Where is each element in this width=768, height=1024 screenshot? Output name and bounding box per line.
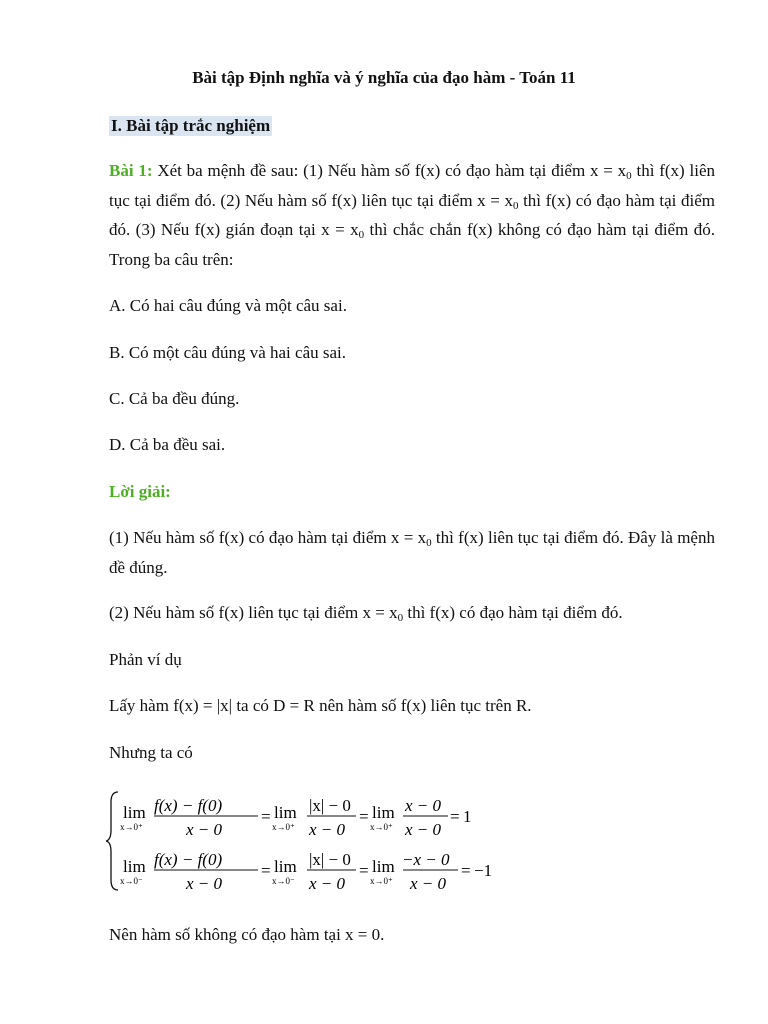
lim-text: lim (372, 857, 395, 876)
equals: = (261, 861, 271, 880)
result-right: 1 (463, 807, 472, 826)
lim-subscript-left: x→0⁻ (272, 876, 295, 886)
lim-subscript-right: x→0⁺ (272, 822, 295, 832)
option-c: C. Cả ba đều đúng. (109, 389, 240, 408)
solution-step-1-text-end: thì f(x) liên tục tại điểm đó. Đây là mệnh đề đúng. (109, 528, 715, 577)
subscript: 0 (426, 537, 432, 549)
equals: = (359, 861, 369, 880)
subscript: 0 (358, 229, 365, 241)
page-title: Bài tập Định nghĩa và ý nghĩa của đạo hàm - Toán 11 (192, 68, 576, 87)
option-d: D. Cả ba đều sai. (109, 435, 226, 454)
numerator: −x − 0 (402, 850, 450, 869)
solution-step-1-text: (1) Nếu hàm số f(x) có đạo hàm tại điểm x = x (109, 528, 427, 547)
solution-label: Lời giải: (109, 482, 171, 501)
subscript: 0 (397, 612, 404, 624)
solution-step-1 (109, 523, 715, 582)
question-paragraph (109, 156, 715, 274)
limit-formula (106, 786, 526, 896)
question-text-4: thì chắc chắn f(x) không có đạo hàm tại điểm đó. Trong ba câu trên: (109, 220, 716, 269)
equals: = (450, 807, 460, 826)
equals: = (461, 861, 471, 880)
but-we-have: Nhưng ta có (109, 743, 193, 762)
denominator: x − 0 (405, 820, 442, 839)
question-text-2: thì f(x) liên tục tại điểm đó. (2) Nếu hàm số f(x) liên tục tại điểm x = x (109, 161, 715, 210)
denominator: x − 0 (186, 820, 223, 839)
conclusion-text: Nên hàm số không có đạo hàm tại x = 0. (109, 925, 385, 944)
lim-text: lim (123, 857, 146, 876)
subscript: 0 (626, 170, 632, 182)
solution-step-2 (109, 603, 623, 623)
lim-text: lim (372, 803, 395, 822)
option-a: A. Có hai câu đúng và một câu sai. (109, 296, 347, 315)
counterexample-label: Phản ví dụ (109, 650, 182, 669)
equals: = (359, 807, 369, 826)
question-text-3: thì f(x) có đạo hàm tại điểm đó. (3) Nếu f(x) gián đoạn tại x = x (109, 190, 715, 239)
lim-text: lim (274, 803, 297, 822)
numerator: f(x) − f(0) (154, 796, 223, 815)
denominator: x − 0 (410, 874, 447, 893)
numerator: f(x) − f(0) (154, 850, 223, 869)
denominator: x − 0 (309, 874, 346, 893)
brace-icon (106, 792, 118, 890)
numerator: |x| − 0 (309, 850, 351, 869)
solution-step-2-text-end: thì f(x) có đạo hàm tại điểm đó. (403, 603, 623, 622)
question-text-1: Xét ba mệnh đề sau: (1) Nếu hàm số f(x) có đạo hàm tại điểm x = x (152, 161, 627, 180)
lim-subscript-right: x→0⁺ (370, 876, 393, 886)
option-b: B. Có một câu đúng và hai câu sai. (109, 343, 347, 362)
lim-subscript-right: x→0⁺ (120, 822, 143, 832)
denominator: x − 0 (186, 874, 223, 893)
question-label: Bài 1: (109, 161, 153, 180)
equals: = (261, 807, 271, 826)
solution-step-2-text: (2) Nếu hàm số f(x) liên tục tại điểm x = x (109, 603, 398, 622)
denominator: x − 0 (309, 820, 346, 839)
lim-subscript-left: x→0⁻ (120, 876, 143, 886)
lim-text: lim (274, 857, 297, 876)
subscript: 0 (512, 199, 519, 212)
lim-text: lim (123, 803, 146, 822)
section-heading: I. Bài tập trắc nghiệm (111, 116, 271, 135)
lim-subscript-right: x→0⁺ (370, 822, 393, 832)
limit-system (106, 786, 526, 896)
numerator: x − 0 (405, 796, 442, 815)
result-left: −1 (474, 861, 493, 880)
numerator: |x| − 0 (309, 796, 351, 815)
counterexample-text: Lấy hàm f(x) = |x| ta có D = R nên hàm số f(x) liên tục trên R. (109, 696, 532, 715)
